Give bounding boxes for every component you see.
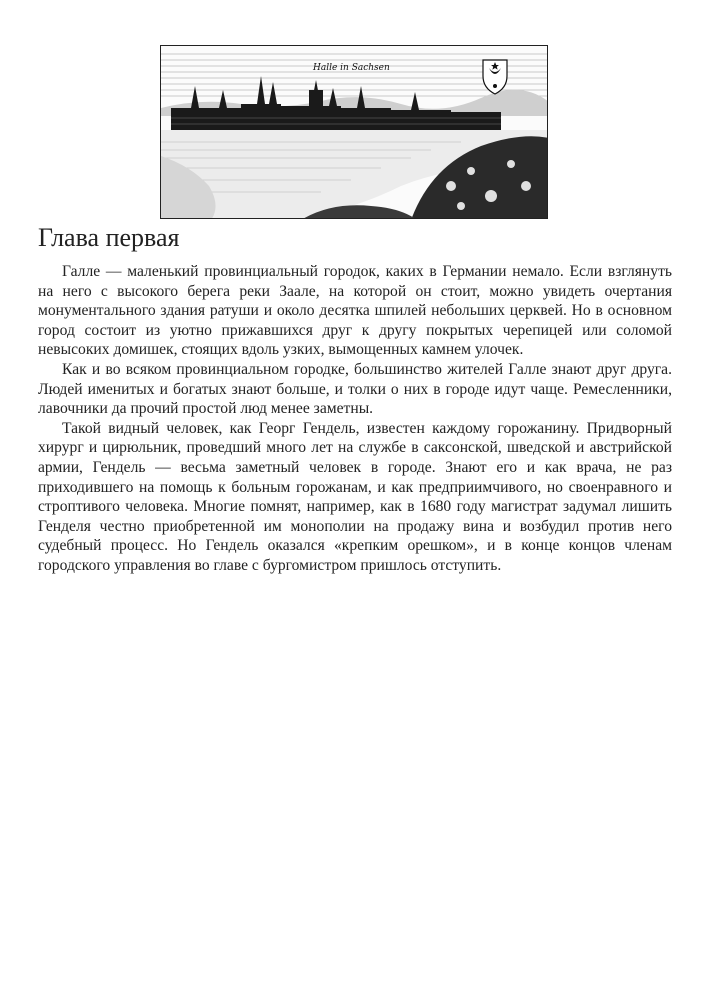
chapter-body (38, 262, 672, 576)
engraving-caption: Halle in Sachsen (313, 63, 390, 73)
chapter-title: Глава первая (38, 223, 180, 252)
paragraph: Как и во всяком провинциальном городке, большинство жителей Галле знают друг друга. Людей именитых и богатых знают больше, и толки о них в городе идут чаще. Ремесленники, лавочники да прочий простой люд менее заметны. (38, 360, 672, 418)
paragraph: Такой видный человек, как Георг Гендель, известен каждому горожанину. Придворный хирург и цирюльник, проведший много лет на службе в саксонской, шведской и австрийской армии, Гендель — весьма заметный человек в городе. Знают его и как врача, не раз приходившего на помощь к больным горожанам, и как предприимчивого, но своенравного и строптивого человека. Многие помнят, например, как в 1680 году магистрат задумал лишить Генделя честно приобретенной им монополии на продажу вина и возбудил против него судебный процесс. Но Гендель оказался «крепким орешком», и в конце концов членам городского управления во главе с бургомистром пришлось отступить. (38, 419, 672, 574)
paragraph: Галле — маленький провинциальный городок, каких в Германии немало. Если взглянуть на него с высокого берега реки Заале, на которой он стоит, можно увидеть очертания монументального здания ратуши и около десятка шпилей небольших церквей. Но в основном город состоит из уютно прижавшихся друг к другу покрытых черепицей или соломой невысоких домишек, стоящих вдоль узких, вымощенных камнем улочек. (38, 263, 672, 359)
